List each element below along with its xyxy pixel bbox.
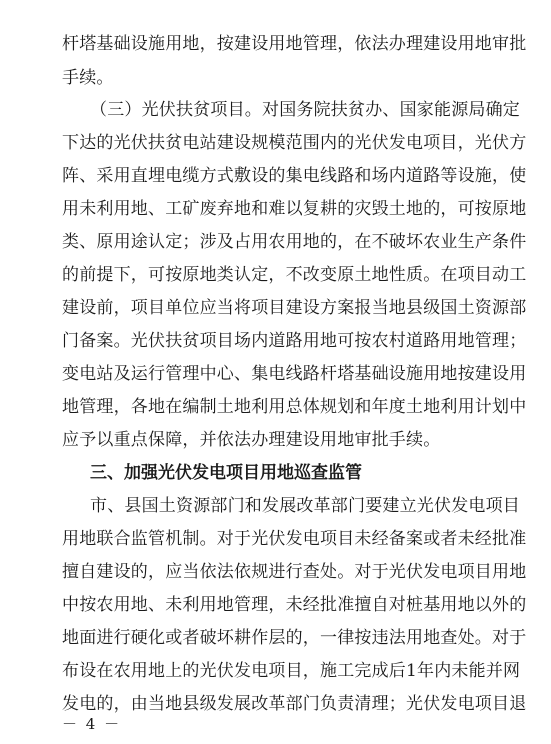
paragraph-line: 地管理，各地在编制土地利用总体规划和年度土地利用计划中 — [62, 397, 527, 417]
page-number: － 4 － — [62, 715, 122, 733]
paragraph-line: 门备案。光伏扶贫项目场内道路用地可按农村道路用地管理； — [62, 331, 527, 351]
paragraph-line: 中按农用地、未利用地管理，未经批准擅自对桩基用地以外的 — [62, 595, 527, 615]
paragraph-line: 杆塔基础设施用地，按建设用地管理，依法办理建设用地审批 — [62, 34, 527, 54]
paragraph-line: 建设前，项目单位应当将项目建设方案报当地县级国土资源部 — [62, 298, 527, 318]
paragraph-line: 发电的，由当地县级发展改革部门负责清理；光伏发电项目退 — [62, 694, 527, 714]
paragraph-line: 布设在农用地上的光伏发电项目，施工完成后1年内未能并网 — [62, 661, 521, 681]
paragraph-first-line: 市、县国土资源部门和发展改革部门要建立光伏发电项目 — [90, 496, 520, 516]
paragraph-line: 用地联合监管机制。对于光伏发电项目未经备案或者未经批准 — [62, 529, 527, 549]
section-heading: 三、加强光伏发电项目用地巡查监管 — [90, 463, 362, 483]
section-3-first-line: （三）光伏扶贫项目。对国务院扶贫办、国家能源局确定 — [90, 100, 520, 120]
paragraph-line: 手续。 — [62, 68, 114, 88]
paragraph-line: 应予以重点保障，并依法办理建设用地审批手续。 — [62, 430, 441, 450]
paragraph-line: 下达的光伏扶贫电站建设规模范围内的光伏发电项目，光伏方 — [62, 133, 527, 153]
paragraph-line: 地面进行硬化或者破坏耕作层的，一律按违法用地查处。对于 — [62, 628, 527, 648]
paragraph-line: 变电站及运行管理中心、集电线路杆塔基础设施用地按建设用 — [62, 364, 527, 384]
paragraph-line: 用未利用地、工矿废弃地和难以复耕的灾毁土地的，可按原地 — [62, 199, 527, 219]
paragraph-line: 擅自建设的，应当依法依规进行查处。对于光伏发电项目用地 — [62, 562, 527, 582]
paragraph-line: 类、原用途认定；涉及占用农用地的，在不破坏农业生产条件 — [62, 232, 527, 252]
paragraph-line: 的前提下，可按原地类认定，不改变原土地性质。在项目动工 — [62, 265, 527, 285]
paragraph-line: 阵、采用直埋电缆方式敷设的集电线路和场内道路等设施，使 — [62, 166, 527, 186]
